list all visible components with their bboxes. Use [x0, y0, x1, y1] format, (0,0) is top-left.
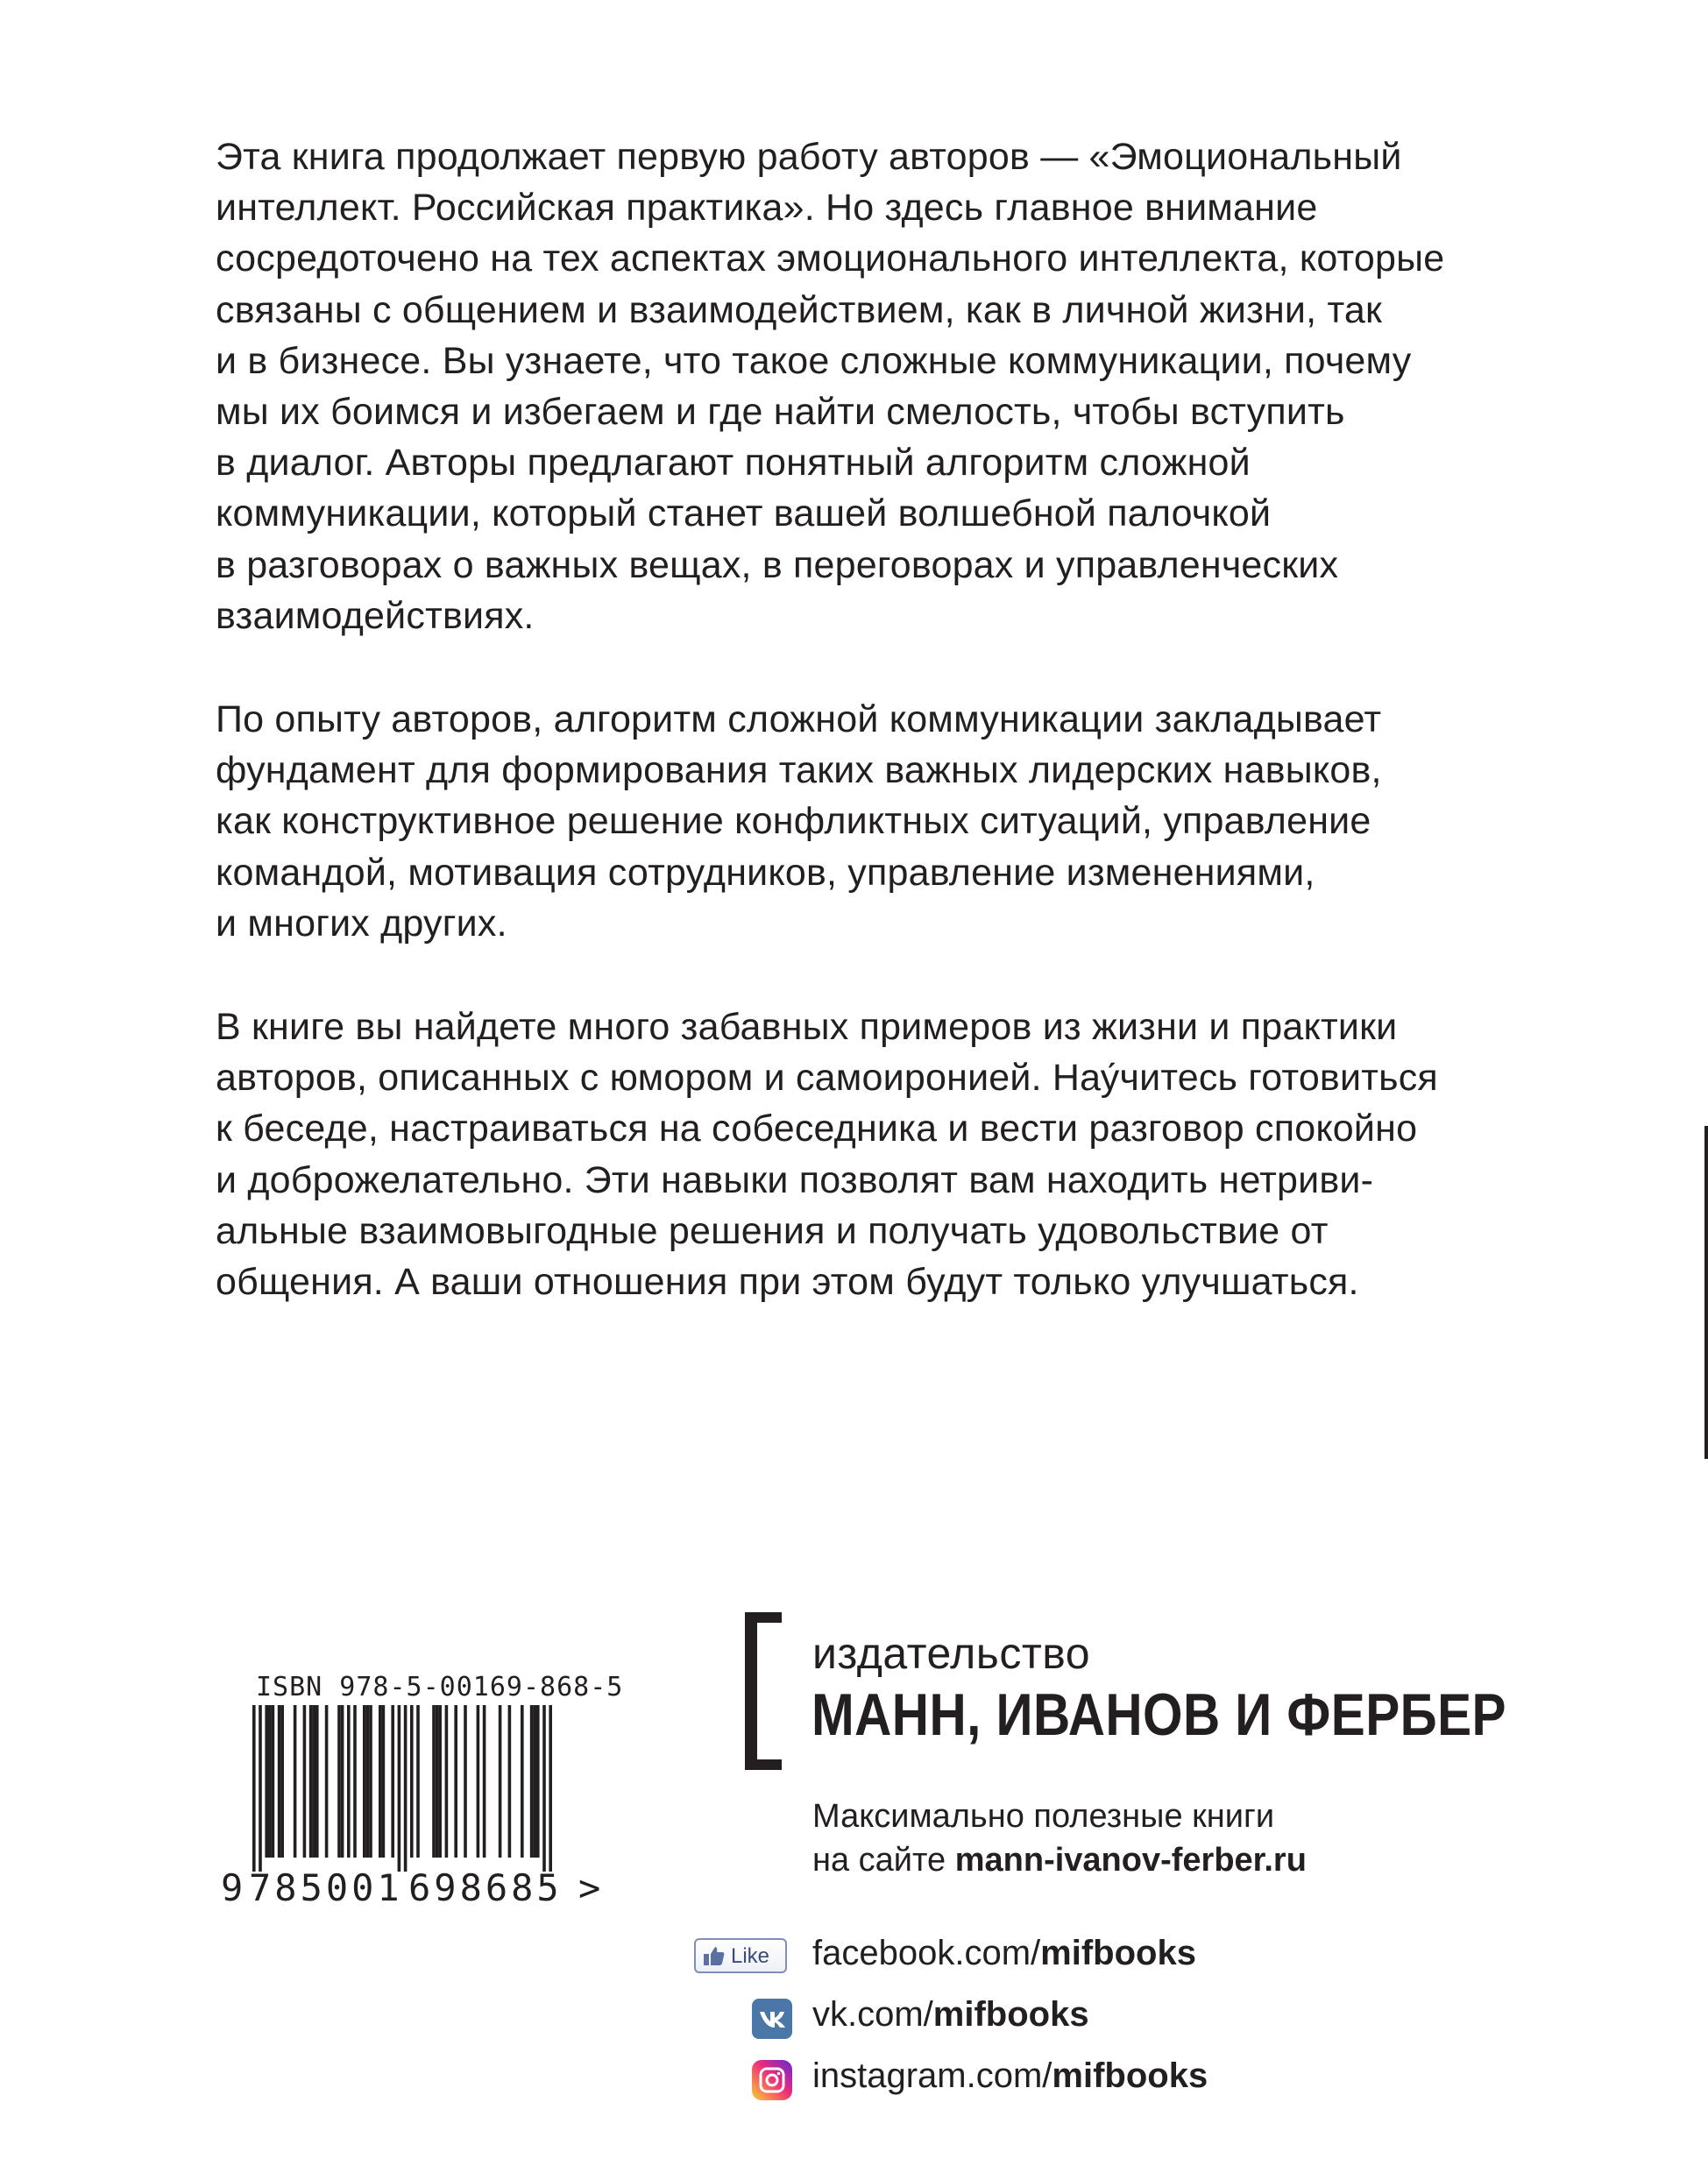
isbn-number: ISBN 978-5-00169-868-5 [256, 1672, 624, 1702]
text-line: и многих других. [216, 902, 507, 945]
barcode-bar [521, 1705, 524, 1858]
publisher-label: издательство [812, 1629, 1091, 1678]
barcode-bar [369, 1705, 372, 1858]
barcode-bar [549, 1705, 552, 1872]
link-prefix: facebook.com/ [812, 1934, 1041, 1972]
barcode-bar [337, 1705, 341, 1858]
barcode-bar [445, 1705, 449, 1858]
barcode-bar [347, 1705, 351, 1858]
barcode-bar [499, 1705, 502, 1858]
barcode-bar [436, 1705, 439, 1858]
barcode-bar [278, 1705, 281, 1858]
barcode-bar [294, 1705, 297, 1858]
book-description [216, 131, 1548, 1360]
barcode-bar [508, 1705, 512, 1858]
barcode-bar [309, 1705, 313, 1858]
publisher-tagline [812, 1794, 1307, 1882]
barcode-bar [464, 1705, 467, 1858]
bracket-icon [745, 1612, 782, 1770]
instagram-icon [752, 2060, 792, 2100]
barcode-bar [533, 1705, 536, 1858]
text-line: в диалог. Авторы предлагают понятный алгоритм сложной [216, 442, 1251, 485]
like-label: Like [731, 1944, 770, 1968]
barcode-bar [252, 1705, 256, 1872]
text-line: как конструктивное решение конфликтных ситуаций, управление [216, 800, 1371, 843]
text-line: связаны с общением и взаимодействием, как в личной жизни, так [216, 288, 1382, 331]
thumbs-up-icon [703, 1945, 726, 1966]
link-prefix: vk.com/ [812, 1995, 933, 2034]
barcode-bars [219, 1705, 605, 1872]
tagline-line-2 [812, 1838, 1307, 1882]
text-line: взаимодействиях. [216, 594, 535, 637]
description-paragraph-2 [216, 694, 1548, 949]
edge-mark [1704, 1126, 1708, 1459]
barcode-bar [542, 1705, 546, 1872]
barcode-bar [272, 1705, 275, 1858]
barcode-bar [404, 1705, 408, 1872]
text-line: Эта книга продолжает первую работу авторов — «Эмоциональный [216, 136, 1402, 178]
isbn-barcode [219, 1672, 622, 1926]
link-handle: mifbooks [932, 1995, 1089, 2034]
barcode-bar [477, 1705, 480, 1858]
publisher-name: МАНН, ИВАНОВ И ФЕРБЕР [811, 1681, 1506, 1748]
instagram-link[interactable] [812, 2056, 1208, 2096]
text-line: альные взаимовыгодные решения и получать удовольствие от [216, 1209, 1329, 1252]
barcode-bar [353, 1705, 357, 1858]
text-line: в разговорах о важных вещах, в переговорах и управленческих [216, 543, 1339, 586]
barcode-bar [363, 1705, 366, 1858]
facebook-like-button[interactable] [694, 1938, 787, 1973]
description-paragraph-3 [216, 1002, 1548, 1307]
tagline-prefix: на сайте [812, 1842, 955, 1879]
link-handle: mifbooks [1052, 2056, 1208, 2095]
facebook-link[interactable] [812, 1934, 1196, 1973]
barcode-bar [438, 1705, 442, 1858]
barcode-digit-group-right: 698685 [408, 1866, 563, 1909]
barcode-bar [432, 1705, 436, 1858]
text-line: авторов, описанных с юмором и самоиронией. Нау́читесь готовиться [216, 1057, 1438, 1100]
barcode-bar [391, 1705, 394, 1858]
barcode-bar [315, 1705, 319, 1858]
barcode-bar [410, 1705, 414, 1858]
text-line: коммуникации, который станет вашей волшебной палочкой [216, 492, 1272, 535]
barcode-bar [259, 1705, 262, 1872]
text-line: фундамент для формирования таких важных лидерских навыков, [216, 749, 1382, 792]
barcode-bar [366, 1705, 370, 1858]
vk-link[interactable] [812, 1995, 1089, 2035]
barcode-bar [265, 1705, 268, 1858]
barcode-bar [312, 1705, 315, 1858]
description-paragraph-1 [216, 131, 1548, 641]
barcode-bar [483, 1705, 486, 1858]
link-handle: mifbooks [1040, 1934, 1196, 1972]
text-line: интеллект. Российская практика». Но здесь главное внимание [216, 187, 1318, 230]
barcode-digit-first: 9 [221, 1866, 244, 1909]
barcode-digit-group-left: 785001 [249, 1866, 403, 1909]
barcode-bar [382, 1705, 386, 1858]
barcode-bar [530, 1705, 534, 1858]
vk-icon [752, 1999, 792, 2039]
text-line: В книге вы найдете много забавных примеров из жизни и практики [216, 1006, 1398, 1049]
barcode-bar [303, 1705, 307, 1858]
barcode-bar [268, 1705, 272, 1858]
barcode-bar [416, 1705, 420, 1858]
text-line: и доброжелательно. Эти навыки позволят вам находить нетриви- [216, 1158, 1374, 1201]
text-line: общения. А ваши отношения при этом будут только улучшаться. [216, 1261, 1359, 1304]
text-line: сосредоточено на тех аспектах эмоционального интеллекта, которые [216, 237, 1445, 280]
text-line: и в бизнесе. Вы узнаете, что такое сложные коммуникации, почему [216, 339, 1412, 382]
barcode-bar [398, 1705, 401, 1872]
barcode-bar [341, 1705, 344, 1858]
link-prefix: instagram.com/ [812, 2056, 1052, 2095]
tagline-line-1: Максимально полезные книги [812, 1798, 1275, 1835]
barcode-bar [325, 1705, 329, 1858]
text-line: к беседе, настраиваться на собеседника и вести разговор спокойно [216, 1108, 1418, 1150]
text-line: мы их боимся и избегаем и где найти смелость, чтобы вступить [216, 391, 1345, 434]
publisher-website-link[interactable]: mann-ivanov-ferber.ru [954, 1842, 1307, 1879]
barcode-bar [379, 1705, 382, 1858]
barcode-bar [454, 1705, 457, 1858]
text-line: командой, мотивация сотрудников, управление изменениями, [216, 851, 1315, 894]
barcode-bar [280, 1705, 284, 1858]
text-line: По опыту авторов, алгоритм сложной коммуникации закладывает [216, 698, 1382, 741]
barcode-end-mark: > [578, 1866, 601, 1909]
barcode-bar [536, 1705, 540, 1858]
